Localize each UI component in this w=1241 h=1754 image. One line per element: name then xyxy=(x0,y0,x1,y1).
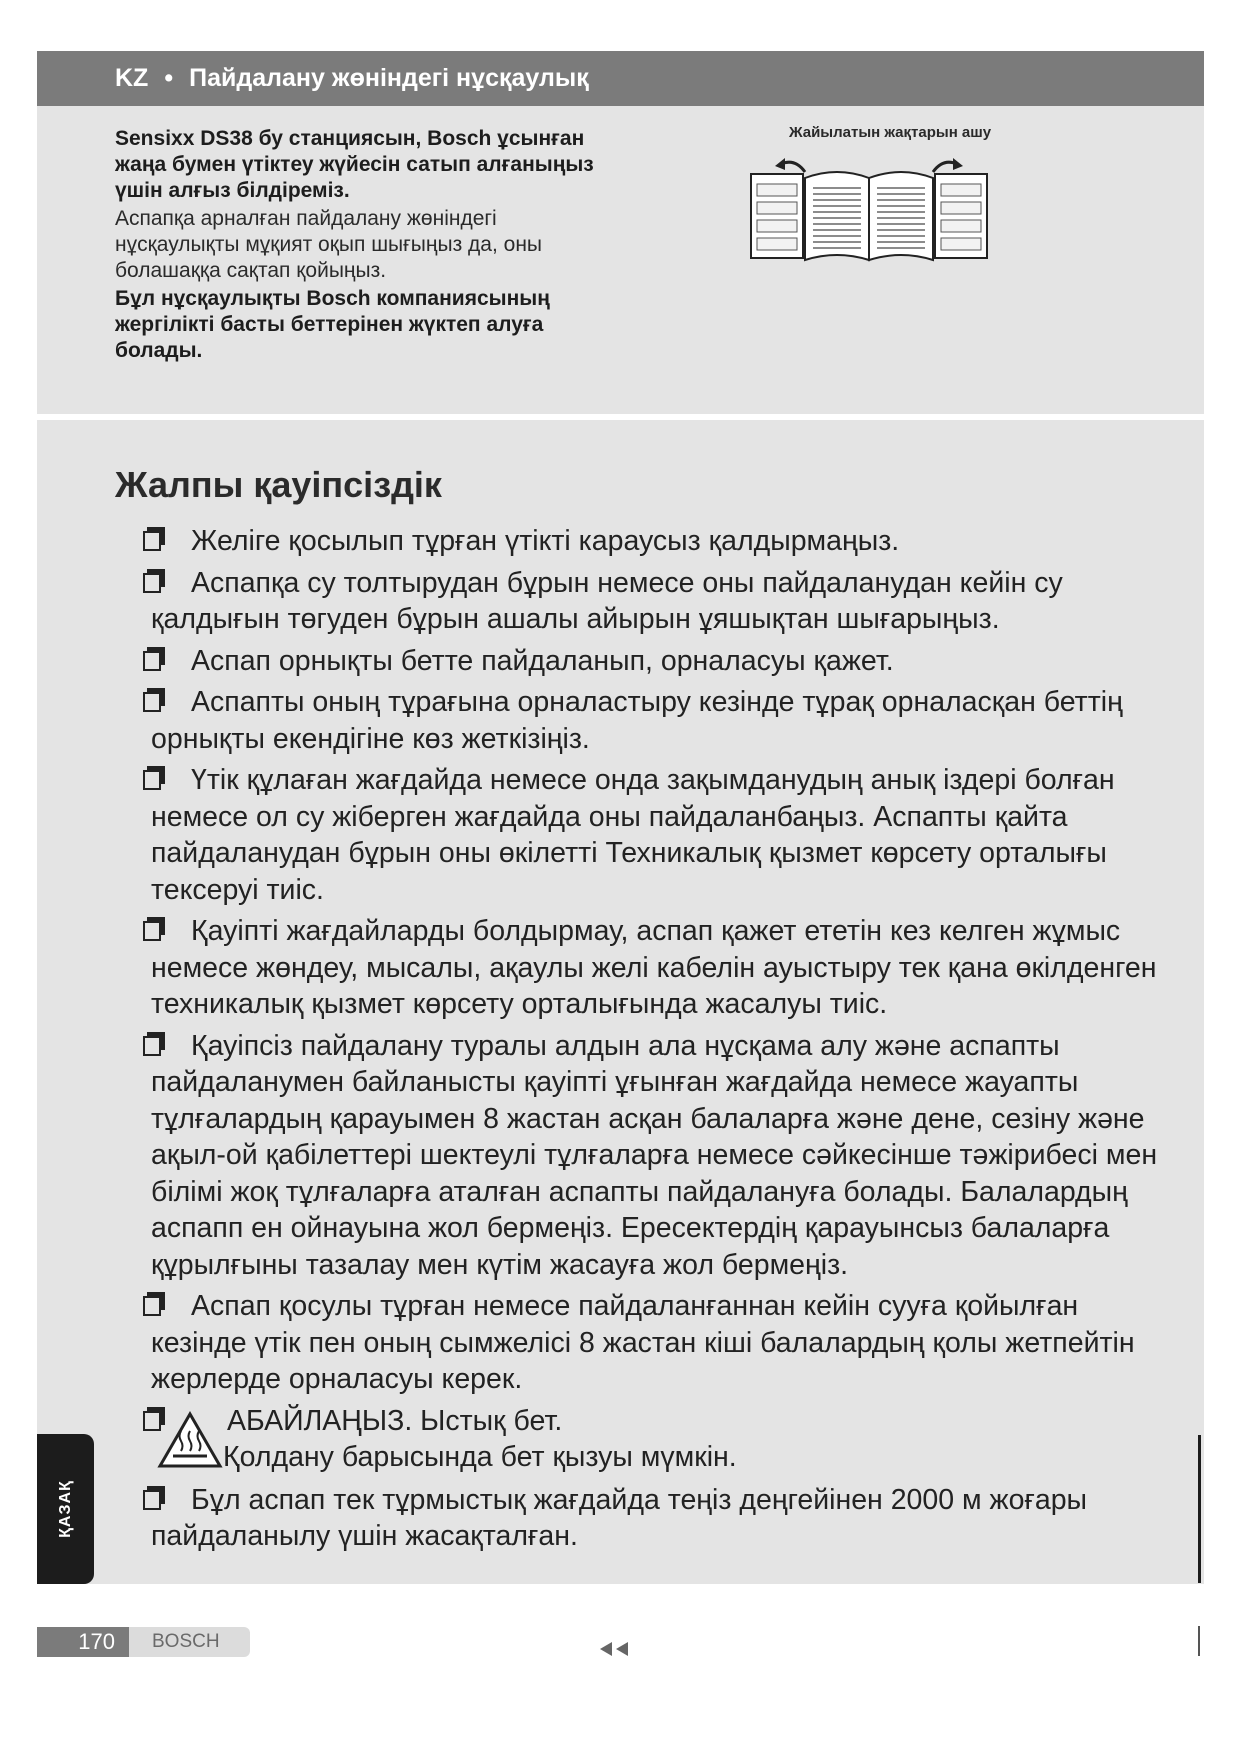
page-number: 170 xyxy=(37,1627,129,1657)
language-side-tab xyxy=(37,1434,94,1584)
safety-section xyxy=(37,420,1204,1584)
warning-text: Қолдану барысында бет қызуы мүмкін. xyxy=(223,1441,737,1473)
foldout-figure xyxy=(749,124,1069,294)
open-book-icon xyxy=(749,154,989,264)
checkbox-bullet-icon xyxy=(143,770,161,790)
footer-edge-rule xyxy=(1198,1626,1200,1656)
hot-surface-warning-icon xyxy=(157,1411,223,1469)
header-title: Пайдалану жөніндегі нұсқаулық xyxy=(189,64,589,92)
intro-read-carefully: Аспапқа арналған пайдалану жөніндегі нұсқаулықты мұқият оқып шығыңыз да, оны болашаққа сақтап қойыңыз. xyxy=(115,207,543,282)
list-item: Аспапты оның тұрағына орналастыру кезінде тұрақ орналасқан беттің орнықты екендігіне көз жеткізіңіз. xyxy=(143,684,1203,757)
list-item: Аспап орнықты бетте пайдаланып, орналасуы қажет. xyxy=(143,643,1203,680)
list-item: Қауіпті жағдайларды болдырмау, аспап қажет ететін кез келген жұмыс немесе жөндеу, мысалы, ақаулы желі кабелін ауыстыру тек қана өкілденген техникалық қызмет көрсету орталығында жасалуы тиіс. xyxy=(143,913,1203,1023)
safety-list xyxy=(143,523,1203,1560)
section-title: Жалпы қауіпсіздік xyxy=(115,464,442,505)
language-code: KZ xyxy=(115,64,149,92)
checkbox-bullet-icon xyxy=(143,921,161,941)
checkbox-bullet-icon xyxy=(143,1296,161,1316)
checkbox-bullet-icon xyxy=(143,1490,161,1510)
figure-caption: Жайылатын жақтарын ашу xyxy=(789,124,992,141)
rewind-arrows-icon xyxy=(598,1641,632,1657)
list-item: Аспап қосулы тұрған немесе пайдаланғаннан кейін сууға қойылған кезінде үтік пен оның сымжелісі 8 жастан кіші балалардың қолы жетпейтін жерлерде орналасуы керек. xyxy=(143,1288,1203,1398)
checkbox-bullet-icon xyxy=(143,1036,161,1056)
right-edge-rule xyxy=(1198,1435,1201,1583)
intro-download: Бұл нұсқаулықты Bosch компаниясының жергілікті басты беттерінен жүктеп алуға болады. xyxy=(115,287,550,362)
list-item: Желіге қосылып тұрған үтікті караусыз қалдырмаңыз. xyxy=(143,523,1203,560)
checkbox-bullet-icon xyxy=(143,531,161,551)
warning-title: АБАЙЛАҢЫЗ. Ыстық бет. xyxy=(227,1404,563,1437)
list-item: Бұл аспап тек тұрмыстық жағдайда теңіз деңгейінен 2000 м жоғары пайдаланылу үшін жасақталған. xyxy=(143,1482,1203,1555)
intro-text xyxy=(115,126,615,366)
list-item: Қауіпсіз пайдалану туралы алдын ала нұсқама алу және аспапты пайдаланумен байланысты қауіпті ұғынған жағдайда немесе жауапты тұлғалардың қарауымен 8 жастан асқан балаларға және дене, сезіну және ақыл-ой қабілеттері шектеулі тұлғаларға немесе сәйкесінше тәжірибесі мен білімі жоқ тұлғаларға аталған аспапты пайдалануға болады. Балалардың аспапп ен ойнауына жол бермеңіз. Ересектердің қарауынсыз балаларға құрылғыны тазалау мен күтім жасауға жол бермеңіз. xyxy=(143,1028,1203,1284)
checkbox-bullet-icon xyxy=(143,692,161,712)
checkbox-bullet-icon xyxy=(143,651,161,671)
side-tab-label: ҚАЗАҚ xyxy=(56,1480,74,1538)
intro-section xyxy=(37,106,1204,414)
header-separator: • xyxy=(164,64,174,92)
brand-label: BOSCH xyxy=(129,1627,250,1657)
header-bar xyxy=(37,51,1204,106)
hot-surface-warning xyxy=(143,1403,1203,1477)
list-item: Аспапқа су толтырудан бұрын немесе оны пайдаланудан кейін су қалдығын төгуден бұрын ашалы айырын ұяшықтан шығарыңыз. xyxy=(143,565,1203,638)
checkbox-bullet-icon xyxy=(143,573,161,593)
list-item: Үтік құлаған жағдайда немесе онда зақымданудың анық іздері болған немесе ол су жіберген жағдайда оны пайдаланбаңыз. Аспапты қайта пайдаланудан бұрын оны өкілетті Техникалық қызмет көрсету орталығы тексеруі тиіс. xyxy=(143,762,1203,908)
intro-thanks: Sensixx DS38 бу станциясын, Bosch ұсынған жаңа бумен үтіктеу жүйесін сатып алғаныңыз үшін алғыз білдіреміз. xyxy=(115,127,594,202)
